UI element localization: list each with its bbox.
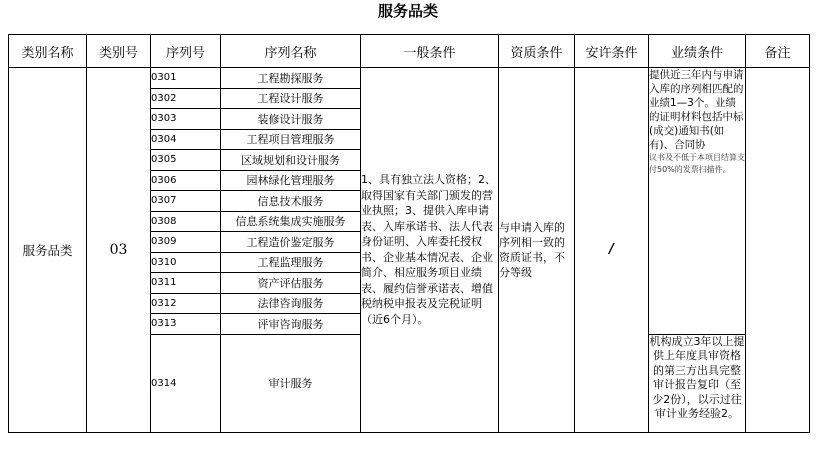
serial-code: 0306	[151, 170, 221, 191]
table-row	[9, 68, 810, 89]
serial-code: 0302	[151, 88, 221, 109]
header-serial-name: 序列名称	[221, 35, 361, 68]
header-remarks: 备注	[746, 35, 810, 68]
serial-code: 0310	[151, 252, 221, 273]
header-category-code: 类别号	[87, 35, 151, 68]
header-performance-conditions: 业绩条件	[649, 35, 746, 68]
serial-code: 0308	[151, 211, 221, 232]
serial-name: 资产评估服务	[221, 273, 361, 294]
performance-text-fine: 议书及不低于本项目结算支付50%的发票扫描件。	[649, 153, 745, 174]
performance-text-audit: 机构成立3年以上提供上年度具审资格的第三方出具完整审计报告复印（至少2份），以示过往审计业务经验2。	[649, 334, 745, 420]
serial-code: 0309	[151, 232, 221, 253]
serial-name: 工程勘探服务	[221, 68, 361, 89]
serial-code: 0312	[151, 293, 221, 314]
serial-name: 园林绿化管理服务	[221, 170, 361, 191]
header-qualification-conditions: 资质条件	[499, 35, 575, 68]
performance-conditions-audit	[649, 334, 746, 432]
serial-code: 0303	[151, 109, 221, 130]
serial-name: 装修设计服务	[221, 109, 361, 130]
category-name: 服务品类	[9, 68, 87, 433]
header-serial-code: 序列号	[151, 35, 221, 68]
serial-name: 工程造价鉴定服务	[221, 232, 361, 253]
remarks-cell	[746, 68, 810, 433]
header-row	[9, 35, 810, 68]
serial-code: 0305	[151, 150, 221, 171]
category-code: 03	[87, 68, 151, 433]
license-conditions: /	[575, 68, 649, 433]
page-title: 服务品类	[377, 2, 438, 20]
serial-code: 0307	[151, 191, 221, 212]
serial-code: 0311	[151, 273, 221, 294]
performance-conditions-general	[649, 68, 746, 335]
serial-name: 信息技术服务	[221, 191, 361, 212]
serial-code: 0314	[151, 334, 221, 432]
performance-text-main: 提供近三年内与申请入库的序列相匹配的业绩1—3个。业绩的证明材料包括中标(成交)通知书(如有)、合同协	[649, 69, 744, 151]
serial-name: 评审咨询服务	[221, 314, 361, 335]
qualification-conditions: 与申请入库的序列相一致的资质证书，不分等级	[499, 68, 575, 433]
serial-name: 法律咨询服务	[221, 293, 361, 314]
serial-name: 工程项目管理服务	[221, 129, 361, 150]
serial-name: 工程设计服务	[221, 88, 361, 109]
serial-name: 区域规划和设计服务	[221, 150, 361, 171]
header-general-conditions: 一般条件	[361, 35, 499, 68]
header-license-conditions: 安许条件	[575, 35, 649, 68]
serial-code: 0301	[151, 68, 221, 89]
serial-code: 0304	[151, 129, 221, 150]
serial-name: 信息系统集成实施服务	[221, 211, 361, 232]
general-conditions: 1、具有独立法人资格；2、取得国家有关部门颁发的营业执照；3、提供入库申请表、入库承诺书、法人代表身份证明、入库委托授权书、企业基本情况表、企业简介、相应服务项目业绩表、履约信誉承诺表、增值税纳税申报表及完税证明（近6个月）。	[361, 68, 499, 433]
serial-name: 审计服务	[221, 334, 361, 432]
service-category-table	[8, 34, 810, 433]
serial-code: 0313	[151, 314, 221, 335]
header-category-name: 类别名称	[9, 35, 87, 68]
serial-name: 工程监理服务	[221, 252, 361, 273]
